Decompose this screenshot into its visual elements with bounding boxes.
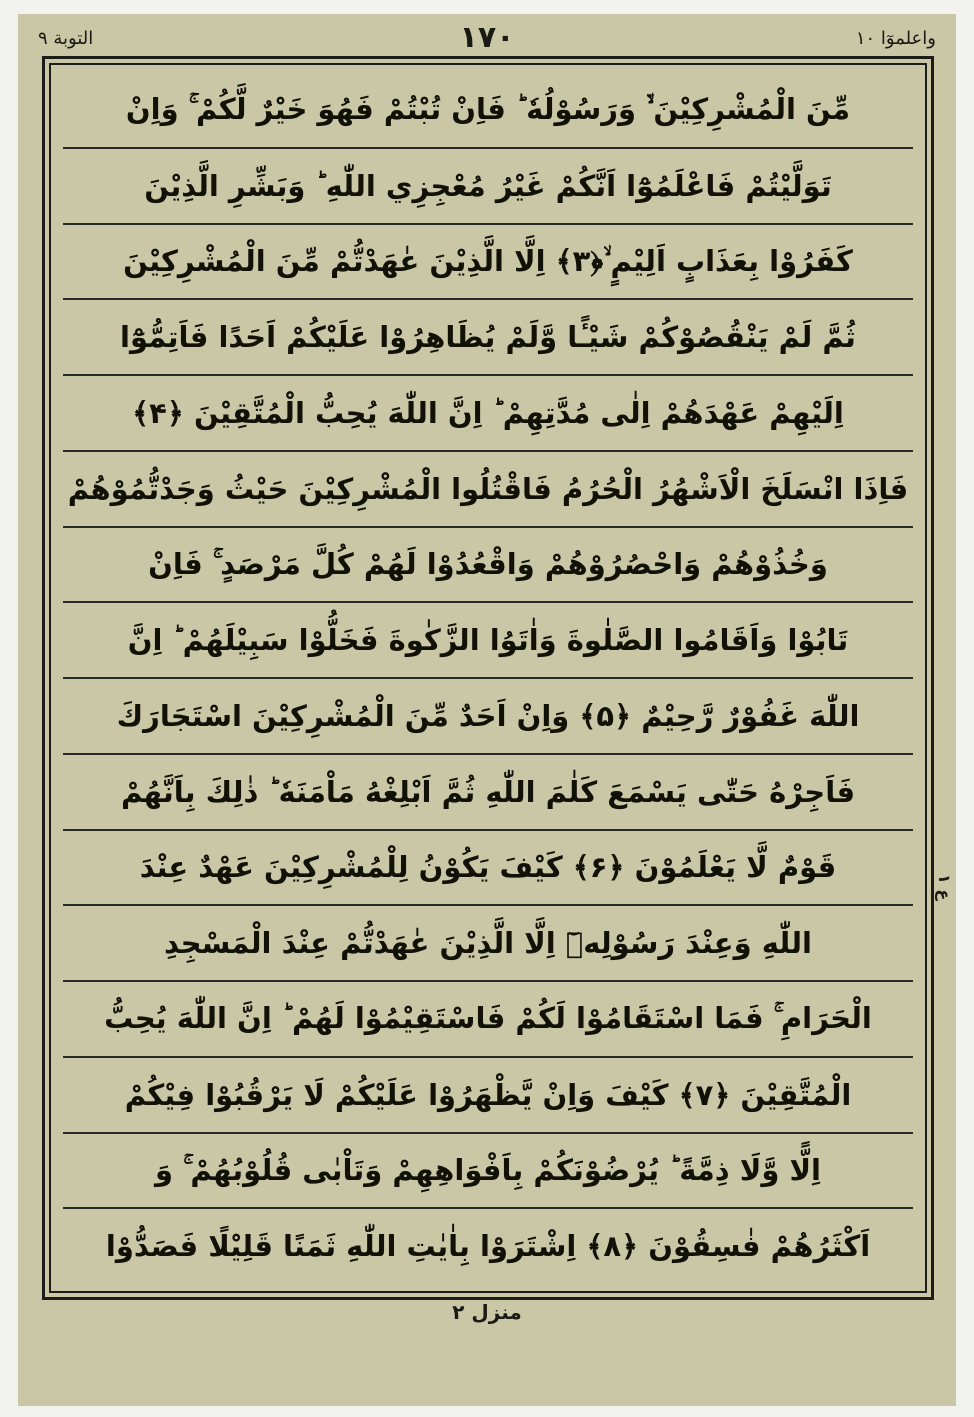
verse-line: اللّٰهِ وَعِنْدَ رَسُوْلِهٖٓ اِلَّا الَّذِيْنَ عٰهَدْتُّمْ عِنْدَ الْمَسْجِدِ bbox=[63, 906, 913, 982]
verse-line: قَوْمٌ لَّا يَعْلَمُوْنَ ﴿۶﴾ كَيْفَ يَكُوْنُ لِلْمُشْرِكِيْنَ عَهْدٌ عِنْدَ bbox=[63, 831, 913, 907]
verse-line: ثُمَّ لَمْ يَنْقُصُوْكُمْ شَيْـًٔا وَّلَمْ يُظَاهِرُوْا عَلَيْكُمْ اَحَدًا فَاَتِمُّوْٓا bbox=[63, 300, 913, 376]
verse-line: الْحَرَامِ ۚ فَمَا اسْتَقَامُوْا لَكُمْ فَاسْتَقِيْمُوْا لَهُمْ ؕ اِنَّ اللّٰهَ يُحِبُّ bbox=[63, 982, 913, 1058]
verse-line: تَوَلَّيْتُمْ فَاعْلَمُوْٓا اَنَّكُمْ غَيْرُ مُعْجِزِي اللّٰهِ ؕ وَبَشِّرِ الَّذِيْنَ bbox=[63, 149, 913, 225]
ruku-marker: ع ۱ bbox=[935, 874, 954, 901]
verse-line: تَابُوْا وَاَقَامُوا الصَّلٰوةَ وَاٰتَوُا الزَّكٰوةَ فَخَلُّوْا سَبِيْلَهُمْ ؕ اِنَّ bbox=[63, 603, 913, 679]
verse-line: وَخُذُوْهُمْ وَاحْصُرُوْهُمْ وَاقْعُدُوْا لَهُمْ كُلَّ مَرْصَدٍ ۚ فَاِنْ bbox=[63, 528, 913, 604]
juz-name-header: واعلموٓا ۱۰ bbox=[855, 28, 936, 49]
text-frame bbox=[42, 56, 934, 1300]
manzil-footer: منزل ۲ bbox=[452, 1300, 522, 1324]
verse-line: اَكْثَرُهُمْ فٰسِقُوْنَ ﴿۸﴾ اِشْتَرَوْا بِاٰيٰتِ اللّٰهِ ثَمَنًا قَلِيْلًا فَصَدُّوْا bbox=[105, 1229, 871, 1264]
verse-line: اِلًّا وَّلَا ذِمَّةً ؕ يُرْضُوْنَكُمْ بِاَفْوَاهِهِمْ وَتَاْبٰى قُلُوْبُهُمْ ۚ وَ bbox=[63, 1134, 913, 1210]
verse-line: اللّٰهَ غَفُوْرٌ رَّحِيْمٌ ﴿۵﴾ وَاِنْ اَحَدٌ مِّنَ الْمُشْرِكِيْنَ اسْتَجَارَكَ bbox=[63, 679, 913, 755]
page-number: ۱۷۰ bbox=[459, 20, 515, 55]
verse-line: فَاَجِرْهُ حَتّٰى يَسْمَعَ كَلٰمَ اللّٰهِ ثُمَّ اَبْلِغْهُ مَاْمَنَهٗ ؕ ذٰلِكَ بِاَنَّهُمْ bbox=[63, 755, 913, 831]
verse-line: فَاِذَا انْسَلَخَ الْاَشْهُرُ الْحُرُمُ فَاقْتُلُوا الْمُشْرِكِيْنَ حَيْثُ وَجَدْتُّمُوْهُمْ bbox=[63, 452, 913, 528]
surah-name-header: التوبة ۹ bbox=[38, 28, 94, 49]
verse-line: الْمُتَّقِيْنَ ﴿۷﴾ كَيْفَ وَاِنْ يَّظْهَرُوْا عَلَيْكُمْ لَا يَرْقُبُوْا فِيْكُمْ bbox=[63, 1058, 913, 1134]
verse-line: مِّنَ الْمُشْرِكِيْنَ ۙ۬ وَرَسُوْلُهٗ ؕ فَاِنْ تُبْتُمْ فَهُوَ خَيْرٌ لَّكُمْ ۚ وَاِنْ bbox=[63, 73, 913, 149]
verse-line: اِلَيْهِمْ عَهْدَهُمْ اِلٰى مُدَّتِهِمْ ؕ اِنَّ اللّٰهَ يُحِبُّ الْمُتَّقِيْنَ ﴿۴﴾ bbox=[63, 376, 913, 452]
verse-lines bbox=[63, 73, 913, 1283]
verse-line: كَفَرُوْا بِعَذَابٍ اَلِيْمٍ ۙ﴿۳﴾ اِلَّا الَّذِيْنَ عٰهَدْتُّمْ مِّنَ الْمُشْرِكِيْنَ bbox=[63, 225, 913, 301]
quran-page bbox=[18, 14, 956, 1406]
